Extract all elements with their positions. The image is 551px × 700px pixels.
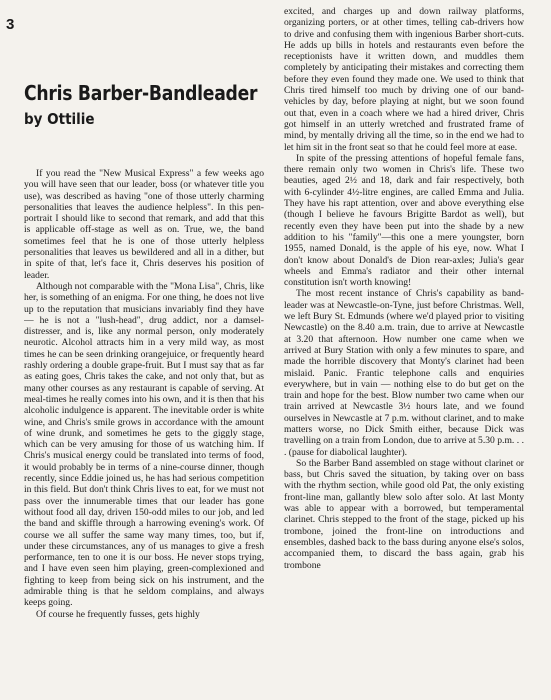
paragraph: excited, and charges up and down railway platforms, organizing porters, or at other times, telling cab-drivers how to drive and confusing them with ingenious Barber short-cuts. He adds up bills in hotels and restaurants even before the receptionists have it written down, and muddles them completely by anticipating their mistakes and correcting them before they even found they made one. We used to think that Chris tired himself too much by driving one of our band-vehicles by day, before playing at night, but we soon found out that, even in a coach where we had a hired driver, Chris got himself in an utterly wretched and frustrated frame of mind, by mentally driving all the time, so in the end we had to let him sit in the front seat so that he could feel more at ease. [284,6,524,153]
paragraph: Of course he frequently fusses, gets highly [36,608,200,620]
paragraph: So the Barber Band assembled on stage without clarinet or bass, but Chris saved the situation, by taking over on bass with the rhythm section, while good old Pat, the only existing front-line man, gallantly blew solo after solo. At last Monty was able to appear with a borrowed, but temperamental clarinet. Chris stepped to the front of the stage, picked up his trombone, joined the front-line on introductions and ensembles, dashed back to the bass during anyone else's solos, accompanied them, to discard the bass again, grab his trombone [284,457,524,571]
article-column-right [284,6,524,698]
paragraph: Although not comparable with the "Mona Lisa", Chris, like her, is something of an enigma. For one thing, he does not live up to the reputation that musicians invariably find they have — he is not a "lush-head", drug addict, nor a damsel-distresser, and is, like any normal person, only moderately neurotic. Alcohol attracts him in a very mild way, as most times he can be seen drinking orangejuice, or frequently heard rashly ordering a double grape-fruit. But I must say that as far as eating goes, Chris takes the cake, and not only that, but as many other courses as any restaurant is capable of serving. At meal-times he really comes into his own, and it is then that his alcoholic indulgence is apparent. The inevitable order is white wine, and Chris's smile grows in accordance with the amount of wine drunk, and sometimes he gets to the giggly stage, which can be very amusing for those of us watching him. If Chris's musical energy could be translated into terms of food, it would probably be in terms of a nine-course dinner, though recently, since Eddie joined us, he has had serious competition in this field. But don't think Chris lives to eat, for we must not pass over the innumerable times that our leader has gone without food all day, driven 150-odd miles to our job, and led the band and skiffle through a harrowing evening's work. Of course we all suffer the same way many times, too, but if, under these circumstances, any of us manages to give a fresh performance, ten to one it is our boss. He never stops trying, and I have even seen him playing, green-complexioned and fighting to keep from being sick on his instrument, and the admirable thing is that he seldom complains, and always keeps going. [24,280,264,609]
article-headline: Chris Barber-Bandleader [24,81,258,105]
page-number: 3 [6,16,15,33]
article-byline: by Ottilie [24,110,95,128]
paragraph: The most recent instance of Chris's capability as band-leader was at Newcastle-on-Tyne, just before Christmas. Well, we left Bury St. Edmunds (where we'd played prior to visiting Newcastle) on the 8.40 a.m. train, due to arrive at Newcastle at 3.20 that afternoon. How number one came when we arrived at Bury Station with only a few minutes to spare, and made the horrible discovery that Monty's clarinet had been mislaid. Panic. Frantic telephone calls and enquiries everywhere, but in vain — nothing else to do but get on the train and hope for the best. Blow number two came when our train arrived at Newcastle 3½ hours late, and we found ourselves in Newcastle at 7 p.m. without clarinet, and to make matters worse, no Dick Smith either, because Dick was travelling on a train from London, due to arrive at 5.30 p.m. . . . (pause for diabolical laughter). [284,288,524,458]
article-column-left [24,168,264,698]
paragraph: If you read the "New Musical Express" a few weeks ago you will have seen that our leader, boss (or whatever title you use), was described as having "one of those utterly charming personalities that leaves the audience helpless". In this pen-portrait I should like to second that remark, and add that this is applicable off-stage as well as on. True, we, the band sometimes feel that he is one of those utterly helpless personalities that leaves us bewildered and all in a dither, but in spite of that, let's face it, Chris deserves his position of leader. [24,168,264,281]
paragraph: In spite of the pressing attentions of hopeful female fans, there remain only two women in Chris's life. These two beauties, aged 2½ and 18, dark and fair respectively, both with 6-cylinder 4½-litre engines, are called Emma and Julia. They have his rapt attention, over and above everything else (though I believe he favours Brigitte Bardot as well), but recently even they have been put into the shade by a new addition to his "family"—this one a mere youngster, born 1955, named Donald, is the apple of his eye, now. What I don't know about Donald's de Dion rear-axles; Julia's gear wheels and Emma's radiator and their other internal constitution isn't worth knowing! [284,152,524,289]
